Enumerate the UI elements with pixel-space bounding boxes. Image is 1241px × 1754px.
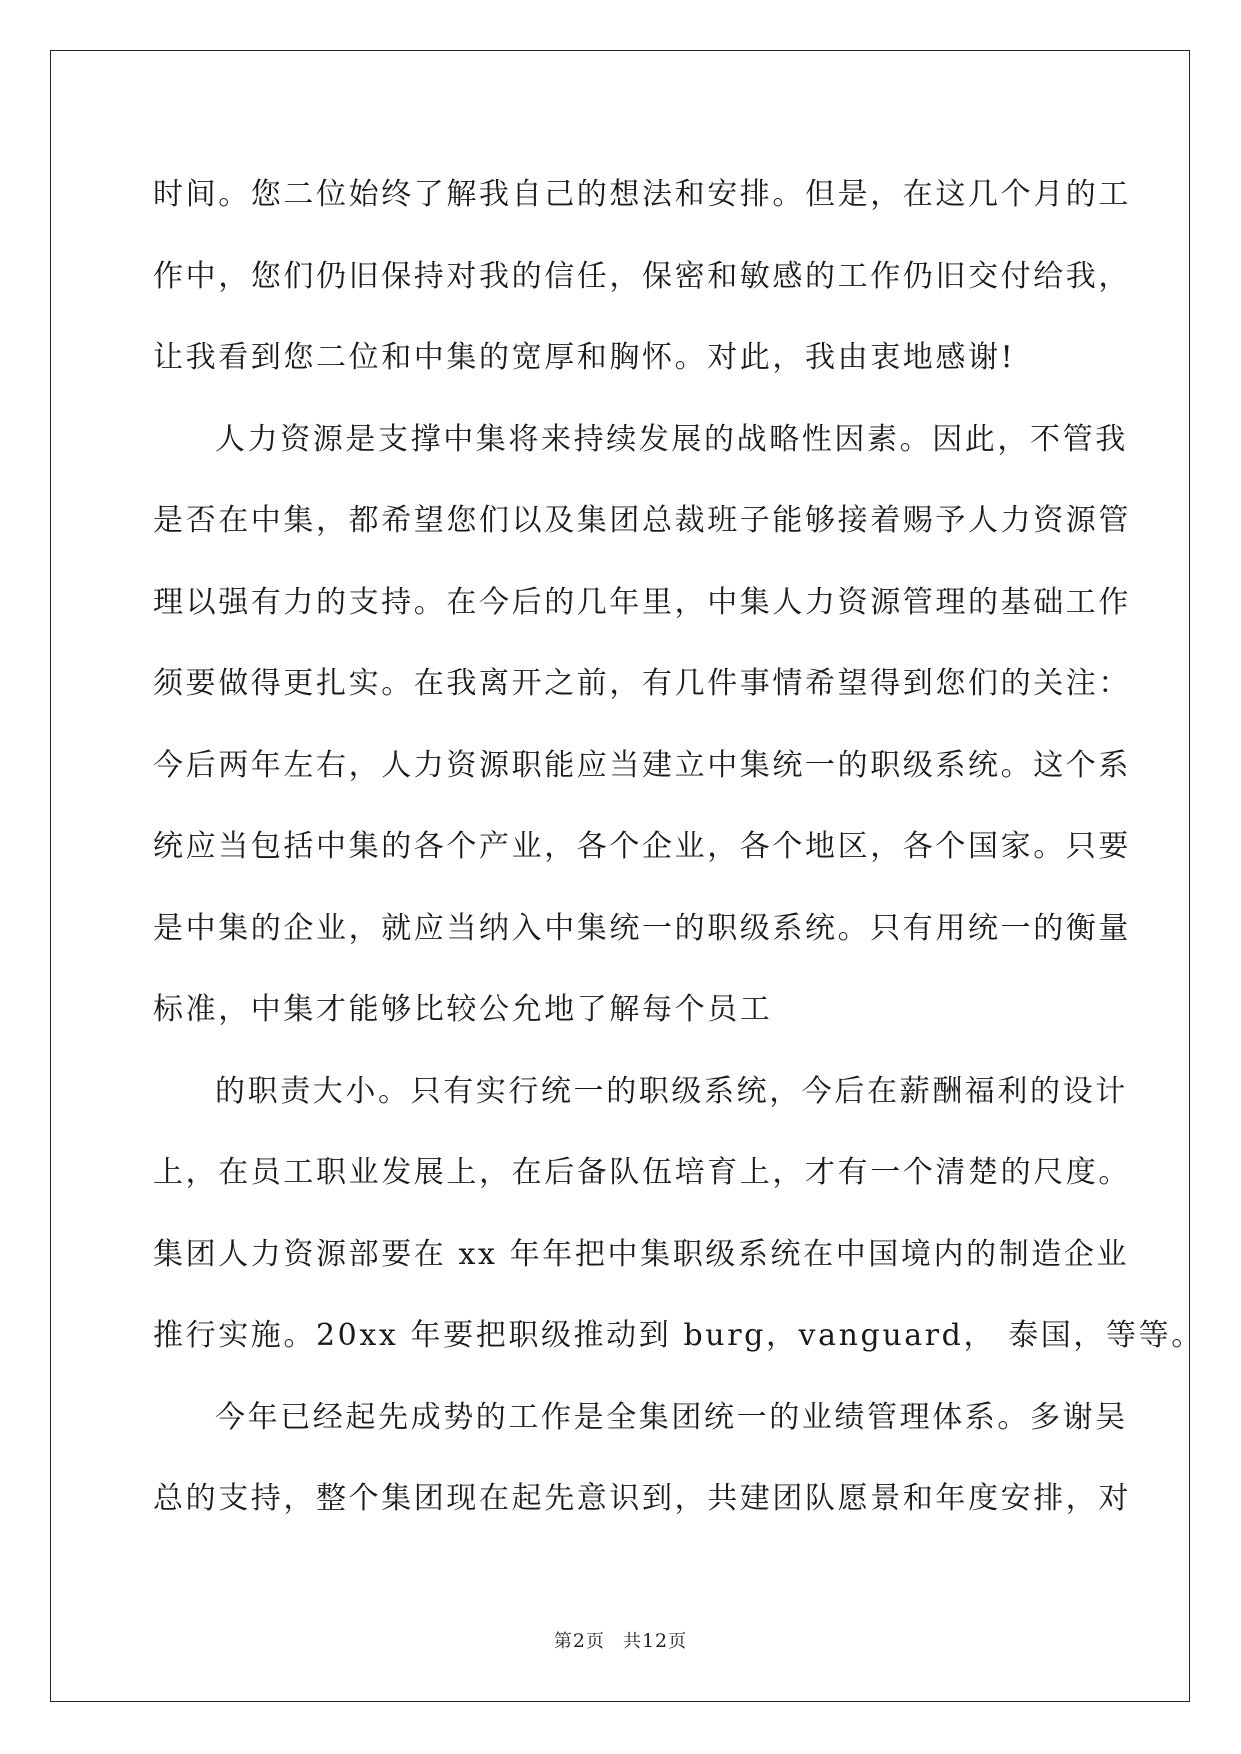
text-line: 今年已经起先成势的工作是全集团统一的业绩管理体系。多谢吴 bbox=[215, 1399, 1128, 1435]
total-suffix: 页 bbox=[668, 1631, 688, 1652]
page-number: 2 bbox=[572, 1630, 586, 1652]
text-line: 的职责大小。只有实行统一的职级系统，今后在薪酬福利的设计 bbox=[215, 1073, 1128, 1109]
text-line: 须要做得更扎实。在我离开之前，有几件事情希望得到您们的关注： bbox=[153, 666, 1131, 701]
text-line: 是中集的企业，就应当纳入中集统一的职级系统。只有用统一的衡量 bbox=[153, 910, 1131, 946]
text-line: 时间。您二位始终了解我自己的想法和安排。但是，在这几个月的工 bbox=[153, 177, 1131, 212]
text-line: 是否在中集，都希望您们以及集团总裁班子能够接着赐予人力资源管 bbox=[153, 503, 1131, 538]
text-line: 作中，您们仍旧保持对我的信任，保密和敏感的工作仍旧交付给我， bbox=[153, 258, 1131, 294]
text-line: 上，在员工职业发展上，在后备队伍培育上，才有一个清楚的尺度。 bbox=[153, 1155, 1131, 1190]
paragraph-4 bbox=[153, 1377, 1131, 1540]
text-line: 总的支持，整个集团现在起先意识到，共建团队愿景和年度安排，对 bbox=[153, 1481, 1131, 1516]
text-line: 集团人力资源部要在 xx 年年把中集职级系统在中国境内的制造企业 bbox=[153, 1236, 1130, 1272]
paragraph-1 bbox=[153, 154, 1131, 399]
total-pages: 12 bbox=[641, 1630, 669, 1652]
text-line: 今后两年左右，人力资源职能应当建立中集统一的职级系统。这个系 bbox=[153, 747, 1131, 783]
document-body bbox=[153, 154, 1204, 1540]
text-line: 统应当包括中集的各个产业，各个企业，各个地区，各个国家。只要 bbox=[153, 829, 1131, 864]
text-line: 推行实施。20xx 年要把职级推动到 burg，vanguard， 泰国，等等。 bbox=[153, 1318, 1204, 1353]
paragraph-3 bbox=[153, 1051, 1204, 1377]
page-footer bbox=[0, 1627, 1241, 1653]
total-prefix: 共 bbox=[622, 1631, 642, 1652]
text-line: 标准，中集才能够比较公允地了解每个员工 bbox=[153, 992, 773, 1027]
page-prefix: 第 bbox=[553, 1631, 573, 1652]
text-line: 让我看到您二位和中集的宽厚和胸怀。对此，我由衷地感谢! bbox=[153, 340, 1016, 375]
text-line: 理以强有力的支持。在今后的几年里，中集人力资源管理的基础工作 bbox=[153, 584, 1131, 620]
page-suffix: 页 bbox=[585, 1631, 605, 1652]
paragraph-2 bbox=[153, 399, 1131, 1051]
text-line: 人力资源是支撑中集将来持续发展的战略性因素。因此，不管我 bbox=[215, 421, 1128, 457]
